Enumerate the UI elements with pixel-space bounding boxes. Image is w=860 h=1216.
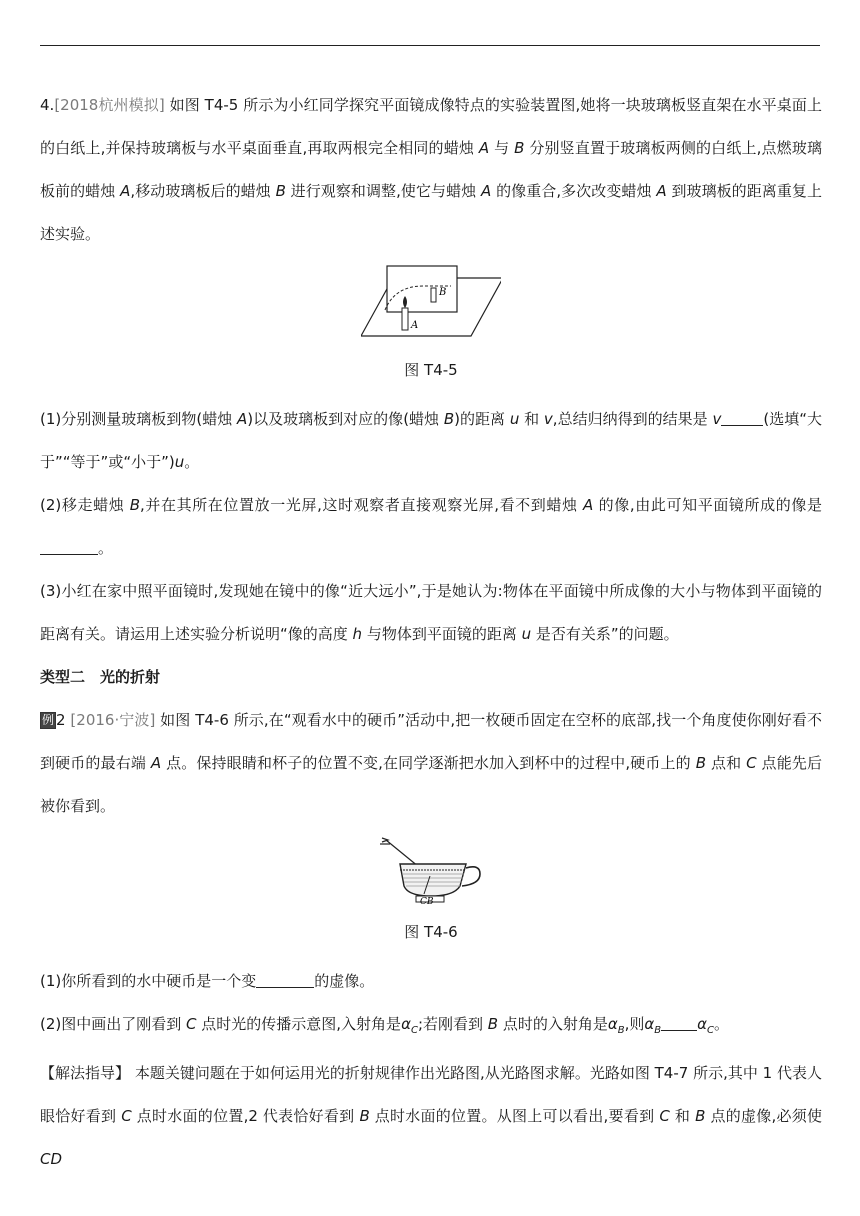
answer-blank[interactable]	[40, 538, 98, 555]
label-b: B	[439, 287, 447, 298]
question-4-stem: 4.[2018杭州模拟] 如图 T4-5 所示为小红同学探究平面镜成像特点的实验装置图,她将一块玻璃板竖直架在水平桌面上的白纸上,并保持玻璃板与水平桌面垂直,再取两根完全相同的蜡烛 A 与 B 分别竖直置于玻璃板两侧的白纸上,点燃玻璃板前的蜡烛 A,移动玻璃板后的蜡烛 B 进行观察和调整,使它与蜡烛 A 的像重合,多次改变蜡烛 A 到玻璃板的距离重复上述实验。	[40, 96, 822, 243]
example-source: [2016·宁波]	[70, 711, 156, 729]
example-2-part-2: (2)图中画出了刚看到 C 点时光的传播示意图,入射角是$\alpha_C$;若刚看到 B 点时的入射角是$\alpha_B$,则$\alpha_B$ $\alpha_C$。	[40, 1015, 730, 1036]
example-badge: 例	[42, 713, 55, 727]
question-source: [2018杭州模拟]	[54, 96, 165, 114]
question-4-part-1: (1)分别测量玻璃板到物(蜡烛 A)以及玻璃板到对应的像(蜡烛 B)的距离 u 和 v,总结归纳得到的结果是 v (选填“大于”“等于”或“小于”)u。	[40, 410, 822, 471]
figure-caption-t4-5: 图 T4-5	[404, 361, 458, 379]
top-rule	[40, 45, 820, 46]
page-content	[40, 84, 822, 1181]
solution-guide: 【解法指导】 本题关键问题在于如何运用光的折射规律作出光路图,从光路图求解。光路如图 T4-7 所示,其中 1 代表人眼恰好看到 C 点时水面的位置,2 代表恰好看到 B 点时水面的位置。从图上可以看出,要看到 C 和 B 点的虚像,必须使 CD	[40, 1064, 822, 1168]
question-4-part-3: (3)小红在家中照平面镜时,发现她在镜中的像“近大远小”,于是她认为:物体在平面镜中所成像的大小与物体到平面镜的距离有关。请运用上述实验分析说明“像的高度 h 与物体到平面镜的距离 u 是否有关系”的问题。	[40, 582, 822, 643]
figure-t4-5	[40, 264, 822, 348]
coin-cup-diagram	[376, 834, 486, 906]
answer-blank[interactable]	[256, 971, 314, 988]
mirror-experiment-diagram	[361, 264, 501, 344]
label-a: A	[411, 320, 419, 331]
answer-blank[interactable]	[721, 409, 763, 426]
label-cb: CB	[420, 897, 434, 906]
answer-blank[interactable]	[661, 1014, 697, 1031]
section-title: 类型二 光的折射	[40, 668, 161, 686]
question-number: 4.	[40, 96, 55, 114]
guide-heading: 【解法指导】	[40, 1064, 131, 1082]
example-2-part-1: (1)你所看到的水中硬币是一个变 的虚像。	[40, 972, 375, 990]
question-4-part-2: (2)移走蜡烛 B,并在其所在位置放一光屏,这时观察者直接观察光屏,看不到蜡烛 A 的像,由此可知平面镜所成的像是。	[40, 496, 822, 557]
figure-t4-6	[40, 834, 822, 910]
example-2-stem: 例 2 [2016·宁波] 如图 T4-6 所示,在“观看水中的硬币”活动中,把一枚硬币固定在空杯的底部,找一个角度使你刚好看不到硬币的最右端 A 点。保持眼睛和杯子的位置不变,在同学逐渐把水加入到杯中的过程中,硬币上的 B 点和 C 点能先后被你看到。	[40, 711, 822, 815]
figure-caption-t4-6: 图 T4-6	[404, 923, 458, 941]
